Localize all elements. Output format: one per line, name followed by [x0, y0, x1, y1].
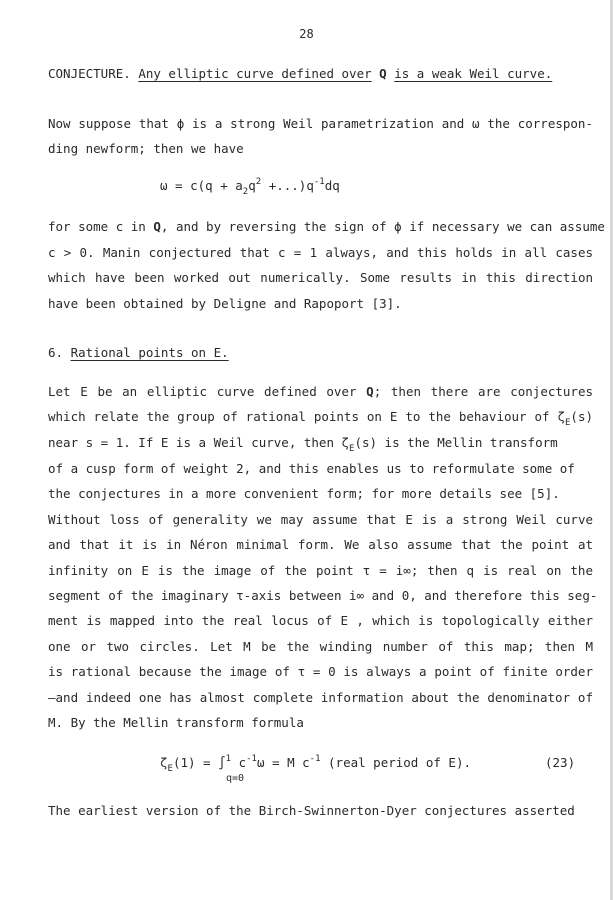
- paragraph-3-line-5: the conjectures in a more convenient form; for more details see [5].: [48, 486, 560, 501]
- paragraph-3-line-13: —and indeed one has almost complete information about the denominator of: [48, 690, 593, 705]
- eq1-mid2: +...)q: [261, 178, 314, 193]
- p3-l3a: near s = 1. If E is a Weil curve, then ζ: [48, 435, 350, 450]
- equation-number: (23): [545, 755, 576, 770]
- p3-l2a: which relate the group of rational points on E to the behaviour of ζ: [48, 409, 565, 424]
- paragraph-1-line-1: Now suppose that ϕ is a strong Weil parametrization and ω the correspon-: [48, 116, 593, 131]
- eq1-lhs: ω = c(q + a: [160, 178, 243, 193]
- page-number: 28: [299, 27, 314, 41]
- paragraph-2-line-1: [48, 219, 605, 235]
- p3-l2b: (s): [570, 409, 593, 424]
- eq2-integral: (1) = ∫: [172, 755, 226, 770]
- equation-23: [160, 754, 472, 774]
- p3-l1a: Let E be an elliptic curve defined over: [48, 384, 367, 399]
- paragraph-3-line-14: M. By the Mellin transform formula: [48, 715, 304, 730]
- eq2-e: (real period of E).: [320, 755, 472, 770]
- paragraph-3-line-7: and that it is in Néron minimal form. We also assume that the point at: [48, 537, 593, 552]
- paragraph-3-line-11: one or two circles. Let M be the winding number of this map; then M: [48, 639, 593, 654]
- rationals-symbol: Q: [366, 384, 374, 399]
- p2-l1b: , and by reversing the sign of ϕ if necessary we can assume: [160, 219, 605, 234]
- conjecture-statement: [48, 66, 593, 82]
- rationals-symbol: Q: [379, 66, 387, 81]
- paragraph-2-line-2: c > 0. Manin conjectured that c = 1 always, and this holds in all cases: [48, 245, 593, 260]
- section-heading: [48, 345, 593, 361]
- eq1-mid: q: [248, 178, 256, 193]
- eq2-sup: -1: [246, 754, 257, 764]
- paragraph-3-line-1: [48, 384, 593, 400]
- eq1-sub: 2: [242, 187, 249, 197]
- eq2-c: c: [231, 755, 247, 770]
- conjecture-text-1: Any elliptic curve defined over: [138, 66, 372, 81]
- eq1-sup: 2: [255, 177, 262, 187]
- p3-l2sub: E: [565, 418, 571, 428]
- paragraph-3-line-10: ment is mapped into the real locus of E , which is topologically either: [48, 613, 593, 628]
- rationals-symbol: Q: [153, 219, 161, 234]
- paragraph-3-line-6: Without loss of generality we may assume that E is a strong Weil curve: [48, 512, 593, 527]
- eq2-lower-limit: q=0: [226, 773, 245, 784]
- paragraph-3-line-3: [48, 435, 593, 454]
- paragraph-3-line-9: segment of the imaginary τ-axis between i∞ and 0, and therefore this seg-: [48, 588, 598, 603]
- p2-l1a: for some c in: [48, 219, 154, 234]
- eq2-zeta: ζ: [160, 755, 168, 770]
- paragraph-2-line-4: have been obtained by Deligne and Rapoport [3].: [48, 296, 402, 311]
- p3-l3sub: E: [349, 444, 355, 454]
- eq2-sub: E: [167, 764, 173, 774]
- eq1-sup2: -1: [313, 177, 325, 187]
- equation-newform: [160, 177, 340, 197]
- paragraph-3-line-4: of a cusp form of weight 2, and this enables us to reformulate some of: [48, 461, 575, 476]
- section-title: Rational points on E.: [70, 345, 229, 360]
- p3-l3b: (s) is the Mellin transform: [354, 435, 558, 450]
- conjecture-label: CONJECTURE.: [48, 66, 131, 81]
- conjecture-text-2: is a weak Weil curve.: [394, 66, 553, 81]
- eq2-sup2: -1: [309, 754, 321, 764]
- last-line: The earliest version of the Birch-Swinnerton-Dyer conjectures asserted: [48, 803, 575, 818]
- paragraph-3-line-2: [48, 409, 593, 428]
- paragraph-2-line-3: which have been worked out numerically. Some results in this direction: [48, 270, 593, 285]
- eq1-end: dq: [324, 178, 340, 193]
- paragraph-3-line-12: is rational because the image of τ = 0 is always a point of finite order: [48, 664, 593, 679]
- p3-l1b: ; then there are conjectures: [373, 384, 593, 399]
- eq2-upper-limit: 1: [225, 754, 232, 764]
- eq2-d: ω = M c: [256, 755, 310, 770]
- paragraph-1-line-2: ding newform; then we have: [48, 141, 244, 156]
- paragraph-3-line-8: infinity on E is the image of the point τ = i∞; then q is real on the: [48, 563, 593, 578]
- section-number: 6.: [48, 345, 64, 360]
